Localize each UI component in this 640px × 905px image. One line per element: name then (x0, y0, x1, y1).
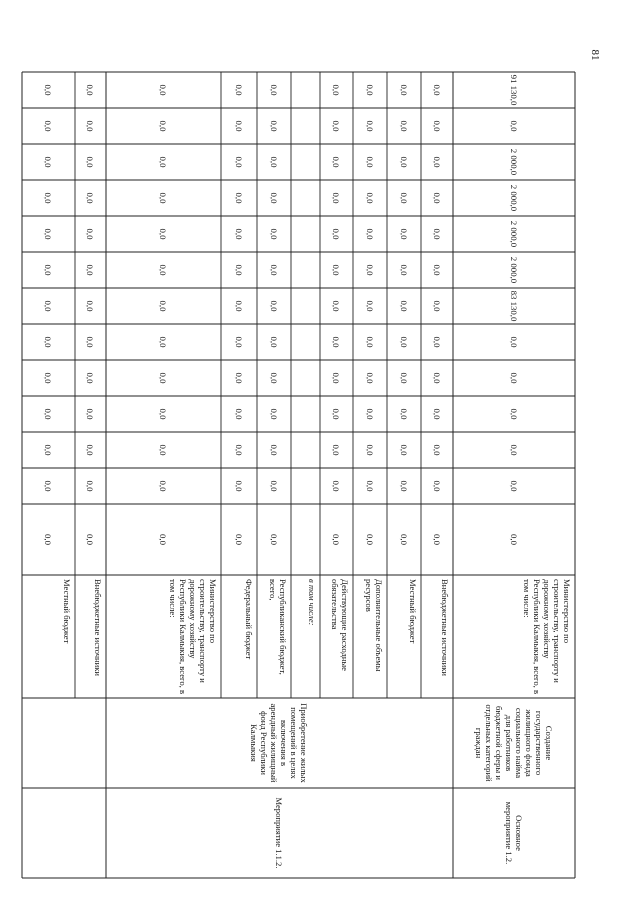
value-cell: 0,0 (365, 264, 375, 276)
value-cell: 0,0 (399, 372, 409, 384)
value-cell: 0,0 (365, 408, 375, 420)
value-cell: 0,0 (399, 156, 409, 168)
value-cell: 0,0 (365, 84, 375, 96)
value-cell: 0,0 (432, 336, 442, 348)
activity-description: Приобретение жилых помещений в целях включения в арендный жилищный фонд Республики Калмыкия (249, 703, 310, 783)
value-cell: 2 000,0 (509, 184, 519, 212)
value-cell: 83 130,0 (509, 290, 519, 322)
value-cell: 0,0 (43, 264, 54, 276)
value-cell: 0,0 (269, 336, 279, 348)
value-cell: 0,0 (43, 408, 54, 420)
funding-source-label: Федеральный бюджет (244, 579, 254, 660)
funding-source-label: Внебюджетные источники (440, 579, 450, 677)
activity-description: Создание государственного жилищного фонда социального найма для работников бюджетной сферы и отдельных категорий граждан (474, 704, 554, 782)
value-cell: 0,0 (43, 120, 54, 132)
funding-source-label: Действующие расходные обязательства (330, 579, 350, 672)
value-cell: 0,0 (158, 84, 169, 96)
value-cell: 0,0 (85, 408, 96, 420)
value-cell: 0,0 (269, 300, 279, 312)
value-cell: 0,0 (85, 444, 96, 456)
value-cell: 0,0 (509, 480, 519, 492)
value-cell: 0,0 (234, 120, 244, 132)
value-cell: 0,0 (331, 264, 342, 276)
value-cell: 0,0 (269, 408, 279, 420)
value-cell: 0,0 (399, 84, 409, 96)
value-cell: 0,0 (269, 156, 279, 168)
value-cell: 0,0 (269, 264, 279, 276)
value-cell: 0,0 (234, 534, 244, 545)
value-cell: 0,0 (158, 192, 169, 204)
value-cell: 0,0 (432, 120, 442, 132)
value-cell: 0,0 (234, 192, 244, 204)
value-cell: 0,0 (234, 372, 244, 384)
value-cell: 0,0 (43, 300, 54, 312)
value-cell: 0,0 (331, 372, 342, 384)
value-cell: 0,0 (432, 84, 442, 96)
value-cell: 0,0 (432, 156, 442, 168)
value-cell: 0,0 (234, 228, 244, 240)
value-cell: 0,0 (432, 480, 442, 492)
value-cell: 0,0 (43, 480, 54, 492)
value-cell: 0,0 (365, 228, 375, 240)
value-cell: 0,0 (331, 192, 342, 204)
value-cell: 0,0 (365, 444, 375, 456)
value-cell: 0,0 (331, 228, 342, 240)
value-cell: 0,0 (432, 264, 442, 276)
value-cell: 0,0 (85, 300, 96, 312)
value-cell: 0,0 (269, 228, 279, 240)
value-cell: 0,0 (158, 156, 169, 168)
value-cell: 0,0 (234, 444, 244, 456)
value-cell: 0,0 (43, 534, 54, 545)
funding-source-label: Министерство по строительству, транспорту и дорожному хозяйству Республики Калмыкия, всего, в том числе: (168, 579, 218, 694)
value-cell: 0,0 (399, 408, 409, 420)
value-cell: 0,0 (365, 120, 375, 132)
value-cell: 0,0 (234, 300, 244, 312)
funding-source-label: в том числе: (307, 579, 317, 626)
value-cell: 0,0 (399, 192, 409, 204)
activity-code: Мероприятие 1.1.2. (274, 797, 285, 869)
value-cell: 0,0 (269, 534, 279, 545)
funding-source-label: Министерство по строительству, транспорту и дорожному хозяйству Республики Калмыкия, всего, в том числе: (522, 579, 572, 694)
value-cell: 0,0 (432, 228, 442, 240)
value-cell: 0,0 (399, 300, 409, 312)
value-cell: 0,0 (158, 120, 169, 132)
value-cell: 0,0 (234, 480, 244, 492)
value-cell: 0,0 (331, 534, 342, 545)
funding-source-label: Республиканский бюджет, всего, (268, 579, 288, 675)
value-cell: 0,0 (43, 156, 54, 168)
value-cell: 0,0 (158, 408, 169, 420)
value-cell: 0,0 (365, 156, 375, 168)
funding-source-label: Местный бюджет (408, 579, 418, 644)
value-cell: 0,0 (331, 408, 342, 420)
value-cell: 0,0 (234, 156, 244, 168)
value-cell: 0,0 (85, 156, 96, 168)
page-number: 81 (589, 49, 601, 61)
value-cell: 0,0 (509, 408, 519, 420)
value-cell: 0,0 (399, 264, 409, 276)
value-cell: 0,0 (85, 336, 96, 348)
value-cell: 0,0 (269, 84, 279, 96)
value-cell: 0,0 (399, 120, 409, 132)
value-cell: 0,0 (331, 84, 342, 96)
value-cell: 0,0 (234, 264, 244, 276)
value-cell: 0,0 (269, 372, 279, 384)
value-cell: 0,0 (399, 228, 409, 240)
value-cell: 0,0 (331, 444, 342, 456)
value-cell: 0,0 (331, 336, 342, 348)
value-cell: 0,0 (399, 336, 409, 348)
value-cell: 0,0 (331, 156, 342, 168)
value-cell: 0,0 (85, 192, 96, 204)
value-cell: 0,0 (432, 444, 442, 456)
value-cell: 0,0 (158, 264, 169, 276)
value-cell: 0,0 (432, 192, 442, 204)
value-cell: 2 000,0 (509, 256, 519, 284)
value-cell: 0,0 (43, 192, 54, 204)
value-cell: 0,0 (365, 480, 375, 492)
value-cell: 0,0 (85, 264, 96, 276)
value-cell: 0,0 (331, 120, 342, 132)
value-cell: 0,0 (85, 120, 96, 132)
value-cell: 0,0 (509, 444, 519, 456)
value-cell: 0,0 (43, 84, 54, 96)
value-cell: 0,0 (269, 480, 279, 492)
value-cell: 0,0 (432, 408, 442, 420)
value-cell: 0,0 (432, 372, 442, 384)
value-cell: 0,0 (158, 444, 169, 456)
value-cell: 0,0 (365, 336, 375, 348)
value-cell: 0,0 (365, 372, 375, 384)
value-cell: 0,0 (331, 300, 342, 312)
value-cell: 0,0 (158, 228, 169, 240)
value-cell: 0,0 (234, 336, 244, 348)
value-cell: 0,0 (43, 444, 54, 456)
value-cell: 0,0 (158, 336, 169, 348)
value-cell: 0,0 (432, 534, 442, 545)
value-cell: 0,0 (43, 228, 54, 240)
value-cell: 0,0 (365, 300, 375, 312)
value-cell: 0,0 (158, 480, 169, 492)
funding-source-label: Внебюджетные источники (93, 579, 103, 677)
value-cell: 0,0 (234, 84, 244, 96)
value-cell: 0,0 (158, 372, 169, 384)
value-cell: 91 130,0 (509, 74, 519, 106)
value-cell: 0,0 (399, 480, 409, 492)
value-cell: 0,0 (85, 372, 96, 384)
value-cell: 0,0 (85, 480, 96, 492)
value-cell: 0,0 (269, 444, 279, 456)
value-cell: 2 000,0 (509, 148, 519, 176)
value-cell: 0,0 (269, 120, 279, 132)
value-cell: 0,0 (331, 480, 342, 492)
value-cell: 0,0 (43, 372, 54, 384)
value-cell: 0,0 (509, 336, 519, 348)
value-cell: 0,0 (234, 408, 244, 420)
value-cell: 0,0 (509, 120, 519, 132)
value-cell: 0,0 (85, 534, 96, 545)
value-cell: 0,0 (509, 372, 519, 384)
value-cell: 0,0 (365, 192, 375, 204)
value-cell: 0,0 (399, 444, 409, 456)
value-cell: 0,0 (85, 228, 96, 240)
funding-source-label: Местный бюджет (62, 579, 72, 644)
value-cell: 0,0 (432, 300, 442, 312)
activity-code: Основное мероприятие 1.2. (504, 801, 524, 865)
value-cell: 0,0 (509, 534, 519, 545)
value-cell: 0,0 (43, 336, 54, 348)
value-cell: 2 000,0 (509, 220, 519, 248)
value-cell: 0,0 (269, 192, 279, 204)
value-cell: 0,0 (85, 84, 96, 96)
funding-source-label: Дополнительные объемы ресурсов (364, 579, 384, 672)
value-cell: 0,0 (399, 534, 409, 545)
value-cell: 0,0 (158, 300, 169, 312)
value-cell: 0,0 (365, 534, 375, 545)
value-cell: 0,0 (158, 534, 169, 545)
